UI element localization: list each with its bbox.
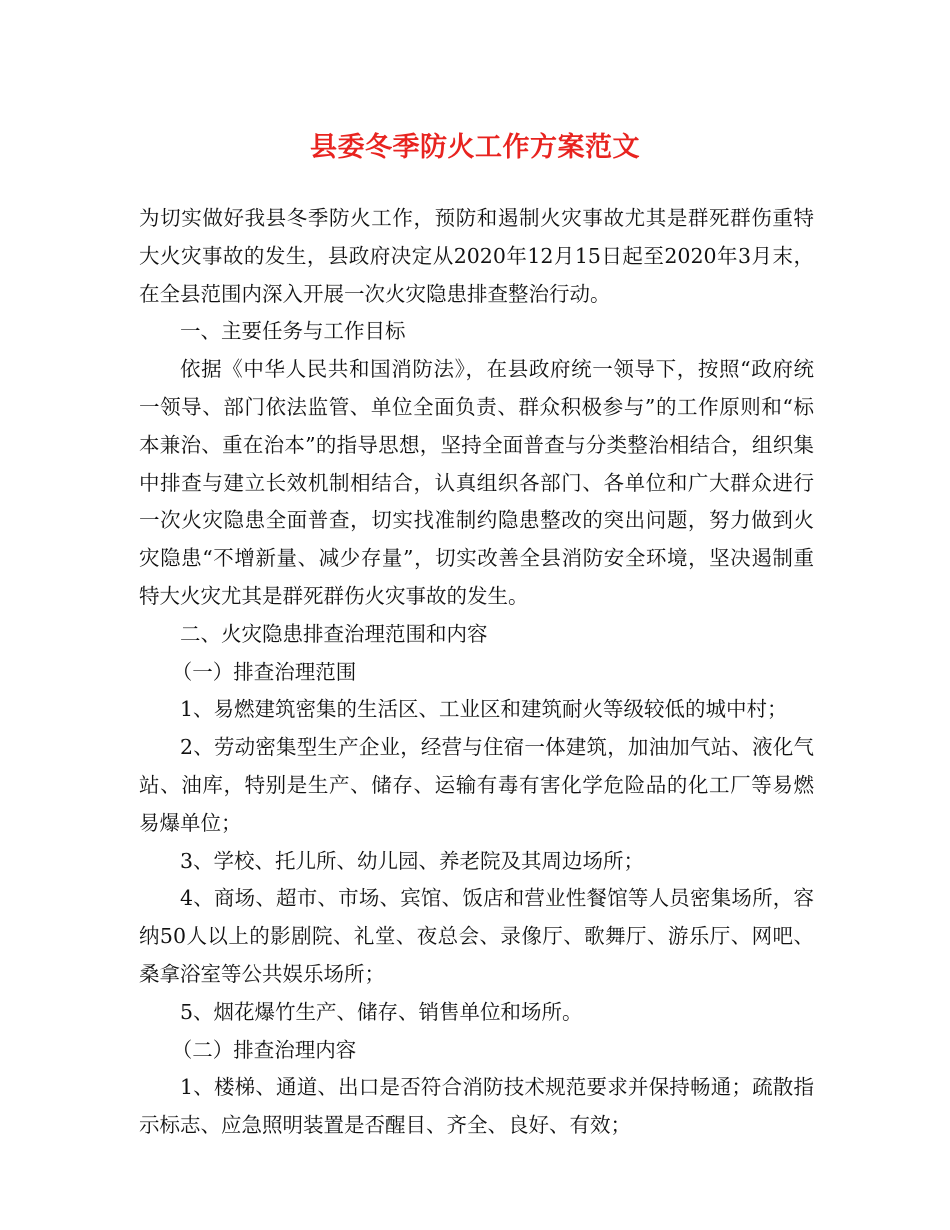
list-item: 5、烟花爆竹生产、储存、销售单位和场所。 bbox=[180, 999, 583, 1024]
subsection-heading-1: （一）排查治理范围 bbox=[171, 659, 357, 684]
subsection-heading-2: （二）排查治理内容 bbox=[171, 1037, 357, 1062]
document-title: 县委冬季防火工作方案范文 bbox=[310, 132, 640, 163]
list-item: 3、学校、托儿所、幼儿园、养老院及其周边场所； bbox=[180, 848, 645, 873]
list-item: 4、商场、超市、市场、宾馆、饭店和营业性餐馆等人员密集场所，容纳50人以上的影剧院、礼堂、夜总会、录像厅、歌舞厅、游乐厅、网吧、桑拿浴室等公共娱乐场所； bbox=[139, 886, 814, 986]
list-item: 2、劳动密集型生产企业，经营与住宿一体建筑，加油加气站、液化气站、油库，特别是生产、储存、运输有毒有害化学危险品的化工厂等易燃易爆单位； bbox=[139, 735, 814, 835]
list-item: 1、楼梯、通道、出口是否符合消防技术规范要求并保持畅通；疏散指示标志、应急照明装置是否醒目、齐全、良好、有效； bbox=[139, 1075, 814, 1138]
document-body bbox=[139, 200, 814, 1145]
intro-paragraph: 为切实做好我县冬季防火工作，预防和遏制火灾事故尤其是群死群伤重特大火灾事故的发生，县政府决定从2020年12月15日起至2020年3月末，在全县范围内深入开展一次火灾隐患排查整治行动。 bbox=[139, 206, 814, 306]
section-heading-2: 二、火灾隐患排查治理范围和内容 bbox=[180, 621, 488, 646]
list-item: 1、易燃建筑密集的生活区、工业区和建筑耐火等级较低的城中村； bbox=[180, 697, 788, 722]
body-paragraph: 依据《中华人民共和国消防法》，在县政府统一领导下，按照“政府统一领导、部门依法监管、单位全面负责、群众积极参与”的工作原则和“标本兼治、重在治本”的指导思想，坚持全面普查与分类整治相结合，组织集中排查与建立长效机制相结合，认真组织各部门、各单位和广大群众进行一次火灾隐患全面普查，切实找准制约隐患整改的突出问题，努力做到火灾隐患“不增新量、减少存量”，切实改善全县消防安全环境，坚决遏制重特大火灾尤其是群死群伤火灾事故的发生。 bbox=[139, 357, 814, 608]
section-heading-1: 一、主要任务与工作目标 bbox=[180, 319, 406, 344]
